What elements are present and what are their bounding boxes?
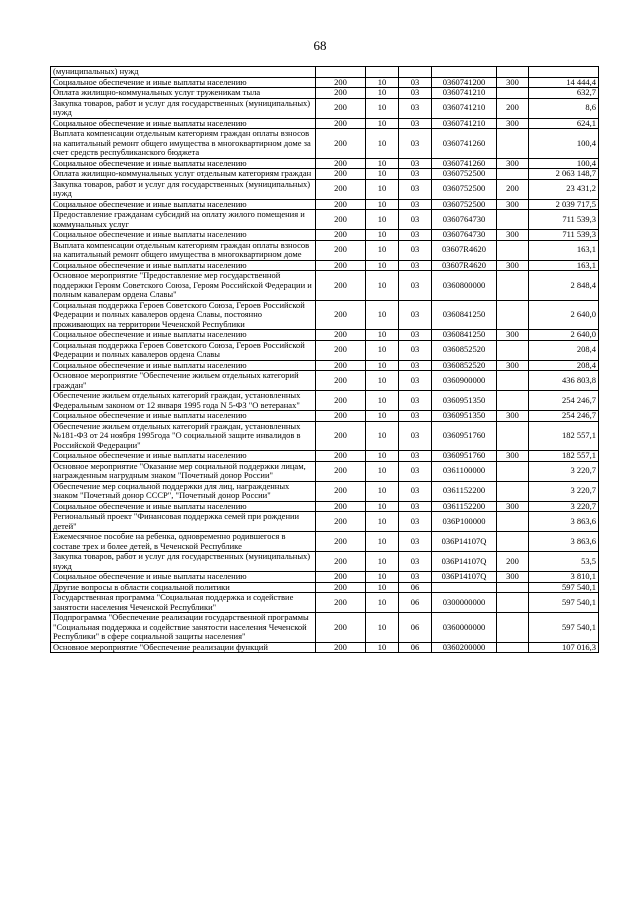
row-amount-cell: 2 063 148,7 [529, 169, 599, 180]
row-expense-type-cell [497, 67, 529, 78]
row-subsection-cell: 06 [399, 642, 432, 653]
table-row [51, 67, 599, 78]
row-section-cell: 10 [366, 360, 399, 371]
row-expense-type-cell: 200 [497, 179, 529, 199]
row-section-cell: 10 [366, 158, 399, 169]
table-row [51, 593, 599, 613]
row-subsection-cell: 03 [399, 129, 432, 159]
row-target-article-cell: 0360741210 [432, 88, 497, 99]
row-expense-type-cell: 200 [497, 98, 529, 118]
table-row [51, 271, 599, 301]
row-grbs-cell: 200 [316, 391, 366, 411]
row-subsection-cell: 03 [399, 88, 432, 99]
row-name-cell: Ежемесячное пособие на ребенка, одновременно родившегося в составе трех и более детей, в Чеченской Республике [51, 532, 316, 552]
budget-table-body [51, 67, 599, 653]
row-amount-cell: 632,7 [529, 88, 599, 99]
row-target-article-cell: 03607R4620 [432, 240, 497, 260]
table-row [51, 512, 599, 532]
row-section-cell: 10 [366, 210, 399, 230]
table-row [51, 98, 599, 118]
row-grbs-cell: 200 [316, 330, 366, 341]
row-grbs-cell: 200 [316, 501, 366, 512]
row-expense-type-cell: 300 [497, 360, 529, 371]
row-target-article-cell: 0360741260 [432, 129, 497, 159]
table-row [51, 240, 599, 260]
row-subsection-cell: 03 [399, 421, 432, 451]
row-section-cell: 10 [366, 230, 399, 241]
row-amount-cell: 597 540,1 [529, 593, 599, 613]
row-section-cell: 10 [366, 98, 399, 118]
row-grbs-cell: 200 [316, 300, 366, 330]
row-section-cell: 10 [366, 461, 399, 481]
row-section-cell: 10 [366, 642, 399, 653]
row-section-cell: 10 [366, 300, 399, 330]
row-expense-type-cell [497, 582, 529, 593]
row-name-cell: Социальное обеспечение и иные выплаты населению [51, 360, 316, 371]
row-grbs-cell: 200 [316, 240, 366, 260]
row-name-cell: Социальное обеспечение и иные выплаты населению [51, 572, 316, 583]
table-row [51, 158, 599, 169]
row-grbs-cell: 200 [316, 582, 366, 593]
row-expense-type-cell [497, 391, 529, 411]
row-name-cell: Государственная программа "Социальная поддержка и содействие занятости населения Чеченской Республики" [51, 593, 316, 613]
row-grbs-cell: 200 [316, 230, 366, 241]
row-amount-cell: 624,1 [529, 118, 599, 129]
row-subsection-cell: 03 [399, 411, 432, 422]
row-amount-cell: 3 863,6 [529, 532, 599, 552]
row-target-article-cell: 0360200000 [432, 642, 497, 653]
row-name-cell: Социальное обеспечение и иные выплаты населению [51, 158, 316, 169]
row-target-article-cell: 0361152200 [432, 481, 497, 501]
table-row [51, 451, 599, 462]
table-row [51, 391, 599, 411]
row-name-cell: Социальное обеспечение и иные выплаты населению [51, 260, 316, 271]
table-row [51, 461, 599, 481]
row-grbs-cell: 200 [316, 613, 366, 643]
row-grbs-cell: 200 [316, 461, 366, 481]
row-amount-cell: 2 640,0 [529, 300, 599, 330]
row-target-article-cell [432, 582, 497, 593]
table-row [51, 340, 599, 360]
row-amount-cell: 436 803,8 [529, 371, 599, 391]
table-row [51, 260, 599, 271]
table-row [51, 532, 599, 552]
row-amount-cell: 107 016,3 [529, 642, 599, 653]
row-name-cell: Выплата компенсации отдельным категориям граждан оплаты взносов на капитальный ремонт общего имущества в многоквартирном доме за счет средств республиканского бюджета [51, 129, 316, 159]
row-name-cell: Социальное обеспечение и иные выплаты населению [51, 77, 316, 88]
table-row [51, 642, 599, 653]
row-section-cell: 10 [366, 240, 399, 260]
table-row [51, 371, 599, 391]
row-section-cell: 10 [366, 613, 399, 643]
row-target-article-cell: 0361152200 [432, 501, 497, 512]
row-target-article-cell: 0360951350 [432, 391, 497, 411]
row-expense-type-cell: 300 [497, 572, 529, 583]
row-grbs-cell: 200 [316, 88, 366, 99]
row-expense-type-cell [497, 481, 529, 501]
row-amount-cell: 2 640,0 [529, 330, 599, 341]
row-name-cell: Социальное обеспечение и иные выплаты населению [51, 451, 316, 462]
row-expense-type-cell: 300 [497, 411, 529, 422]
row-expense-type-cell [497, 371, 529, 391]
row-section-cell: 10 [366, 572, 399, 583]
row-name-cell: (муниципальных) нужд [51, 67, 316, 78]
row-name-cell: Основное мероприятие "Обеспечение реализации функций [51, 642, 316, 653]
row-expense-type-cell: 300 [497, 260, 529, 271]
row-section-cell: 10 [366, 340, 399, 360]
row-section-cell: 10 [366, 199, 399, 210]
row-expense-type-cell [497, 512, 529, 532]
row-expense-type-cell [497, 129, 529, 159]
row-section-cell [366, 67, 399, 78]
table-row [51, 501, 599, 512]
row-subsection-cell: 03 [399, 512, 432, 532]
row-name-cell: Социальное обеспечение и иные выплаты населению [51, 199, 316, 210]
row-name-cell: Закупка товаров, работ и услуг для государственных (муниципальных) нужд [51, 98, 316, 118]
row-amount-cell: 2 848,4 [529, 271, 599, 301]
row-amount-cell: 163,1 [529, 240, 599, 260]
row-section-cell: 10 [366, 118, 399, 129]
table-row [51, 582, 599, 593]
row-amount-cell: 14 444,4 [529, 77, 599, 88]
row-grbs-cell: 200 [316, 421, 366, 451]
row-target-article-cell: 0360800000 [432, 271, 497, 301]
row-target-article-cell: 0300000000 [432, 593, 497, 613]
row-target-article-cell: 0360841250 [432, 300, 497, 330]
row-grbs-cell [316, 67, 366, 78]
row-grbs-cell: 200 [316, 129, 366, 159]
row-subsection-cell: 03 [399, 77, 432, 88]
row-grbs-cell: 200 [316, 642, 366, 653]
row-section-cell: 10 [366, 582, 399, 593]
row-subsection-cell: 03 [399, 391, 432, 411]
row-subsection-cell: 06 [399, 582, 432, 593]
row-section-cell: 10 [366, 391, 399, 411]
row-name-cell: Подпрограмма "Обеспечение реализации государственной программы "Социальная поддержка и содействие занятости населения Чеченской Республики" в сфере социальной защиты населения" [51, 613, 316, 643]
table-row [51, 118, 599, 129]
table-row [51, 129, 599, 159]
row-target-article-cell: 0360752500 [432, 179, 497, 199]
row-target-article-cell: 0360741200 [432, 77, 497, 88]
row-name-cell: Обеспечение жильем отдельных категорий граждан, установленных Федеральным законом от 12 января 1995 года N 5-ФЗ "О ветеранах" [51, 391, 316, 411]
row-expense-type-cell [497, 461, 529, 481]
row-target-article-cell: 0360764730 [432, 210, 497, 230]
row-target-article-cell: 0361100000 [432, 461, 497, 481]
row-subsection-cell: 03 [399, 572, 432, 583]
row-section-cell: 10 [366, 512, 399, 532]
row-amount-cell: 3 220,7 [529, 481, 599, 501]
row-name-cell: Другие вопросы в области социальной политики [51, 582, 316, 593]
row-expense-type-cell [497, 642, 529, 653]
table-row [51, 199, 599, 210]
row-name-cell: Социальное обеспечение и иные выплаты населению [51, 411, 316, 422]
row-grbs-cell: 200 [316, 411, 366, 422]
row-amount-cell: 182 557,1 [529, 421, 599, 451]
row-subsection-cell: 03 [399, 552, 432, 572]
row-name-cell: Обеспечение жильем отдельных категорий граждан, установленных №181-ФЗ от 24 ноября 1995года "О социальной защите инвалидов в Российской Федерации" [51, 421, 316, 451]
row-grbs-cell: 200 [316, 572, 366, 583]
row-name-cell: Социальная поддержка Героев Советского Союза, Героев Российской Федерации и полных кавалеров ордена Славы, постоянно проживающих на территории Чеченской Республики [51, 300, 316, 330]
table-row [51, 210, 599, 230]
row-subsection-cell: 03 [399, 300, 432, 330]
row-amount-cell: 182 557,1 [529, 451, 599, 462]
row-subsection-cell: 03 [399, 340, 432, 360]
row-expense-type-cell [497, 421, 529, 451]
row-target-article-cell: 036P14107Q [432, 552, 497, 572]
table-row [51, 88, 599, 99]
row-target-article-cell: 0360741260 [432, 158, 497, 169]
row-target-article-cell: 0360752500 [432, 199, 497, 210]
row-subsection-cell: 03 [399, 210, 432, 230]
row-target-article-cell: 0360951350 [432, 411, 497, 422]
row-amount-cell: 208,4 [529, 360, 599, 371]
row-grbs-cell: 200 [316, 593, 366, 613]
row-grbs-cell: 200 [316, 199, 366, 210]
row-target-article-cell: 0360000000 [432, 613, 497, 643]
row-subsection-cell: 03 [399, 260, 432, 271]
row-expense-type-cell: 300 [497, 158, 529, 169]
row-grbs-cell: 200 [316, 98, 366, 118]
row-subsection-cell: 03 [399, 230, 432, 241]
row-amount-cell: 3 810,1 [529, 572, 599, 583]
row-section-cell: 10 [366, 481, 399, 501]
row-subsection-cell: 03 [399, 532, 432, 552]
row-expense-type-cell [497, 88, 529, 99]
row-amount-cell: 208,4 [529, 340, 599, 360]
row-expense-type-cell: 300 [497, 330, 529, 341]
row-expense-type-cell [497, 613, 529, 643]
row-amount-cell: 100,4 [529, 129, 599, 159]
row-target-article-cell: 036P100000 [432, 512, 497, 532]
row-amount-cell: 711 539,3 [529, 230, 599, 241]
row-grbs-cell: 200 [316, 260, 366, 271]
table-row [51, 411, 599, 422]
table-row [51, 230, 599, 241]
row-amount-cell: 254 246,7 [529, 391, 599, 411]
row-expense-type-cell: 200 [497, 552, 529, 572]
row-expense-type-cell [497, 240, 529, 260]
row-grbs-cell: 200 [316, 512, 366, 532]
row-target-article-cell: 0360764730 [432, 230, 497, 241]
row-target-article-cell: 036P14107Q [432, 532, 497, 552]
row-grbs-cell: 200 [316, 481, 366, 501]
row-grbs-cell: 200 [316, 532, 366, 552]
row-amount-cell: 53,5 [529, 552, 599, 572]
row-name-cell: Основное мероприятие "Оказание мер социальной поддержки лицам, награжденным нагрудным знаком "Почетный донор России" [51, 461, 316, 481]
row-section-cell: 10 [366, 421, 399, 451]
row-section-cell: 10 [366, 260, 399, 271]
row-section-cell: 10 [366, 77, 399, 88]
row-grbs-cell: 200 [316, 169, 366, 180]
row-grbs-cell: 200 [316, 451, 366, 462]
row-target-article-cell: 0360951760 [432, 421, 497, 451]
row-expense-type-cell [497, 169, 529, 180]
row-target-article-cell: 0360900000 [432, 371, 497, 391]
row-amount-cell: 2 039 717,5 [529, 199, 599, 210]
table-row [51, 481, 599, 501]
row-name-cell: Социальное обеспечение и иные выплаты населению [51, 230, 316, 241]
row-subsection-cell: 03 [399, 179, 432, 199]
row-section-cell: 10 [366, 330, 399, 341]
row-expense-type-cell: 300 [497, 230, 529, 241]
row-amount-cell: 100,4 [529, 158, 599, 169]
row-grbs-cell: 200 [316, 371, 366, 391]
row-expense-type-cell: 300 [497, 501, 529, 512]
row-subsection-cell: 03 [399, 98, 432, 118]
row-subsection-cell: 03 [399, 240, 432, 260]
row-amount-cell: 8,6 [529, 98, 599, 118]
row-amount-cell: 597 540,1 [529, 613, 599, 643]
row-subsection-cell: 03 [399, 371, 432, 391]
row-name-cell: Выплата компенсации отдельным категориям граждан оплаты взносов на капитальный ремонт общего имущества в многоквартирном доме [51, 240, 316, 260]
table-row [51, 552, 599, 572]
row-subsection-cell: 06 [399, 593, 432, 613]
row-section-cell: 10 [366, 129, 399, 159]
row-amount-cell [529, 67, 599, 78]
row-subsection-cell: 03 [399, 118, 432, 129]
row-grbs-cell: 200 [316, 360, 366, 371]
row-target-article-cell: 0360852520 [432, 360, 497, 371]
row-section-cell: 10 [366, 532, 399, 552]
row-grbs-cell: 200 [316, 77, 366, 88]
row-amount-cell: 23 431,2 [529, 179, 599, 199]
row-amount-cell: 3 220,7 [529, 461, 599, 481]
row-subsection-cell: 03 [399, 271, 432, 301]
row-name-cell: Закупка товаров, работ и услуг для государственных (муниципальных) нужд [51, 179, 316, 199]
row-section-cell: 10 [366, 371, 399, 391]
page-number: 68 [313, 38, 327, 53]
row-name-cell: Предоставление гражданам субсидий на оплату жилого помещения и коммунальных услуг [51, 210, 316, 230]
row-target-article-cell: 0360841250 [432, 330, 497, 341]
row-subsection-cell: 03 [399, 169, 432, 180]
table-row [51, 613, 599, 643]
row-grbs-cell: 200 [316, 552, 366, 572]
row-amount-cell: 597 540,1 [529, 582, 599, 593]
budget-table [50, 66, 599, 653]
row-section-cell: 10 [366, 501, 399, 512]
table-row [51, 169, 599, 180]
row-expense-type-cell [497, 210, 529, 230]
row-expense-type-cell: 300 [497, 118, 529, 129]
row-subsection-cell: 03 [399, 481, 432, 501]
row-grbs-cell: 200 [316, 118, 366, 129]
row-section-cell: 10 [366, 179, 399, 199]
row-expense-type-cell: 300 [497, 199, 529, 210]
row-name-cell: Основное мероприятие "Обеспечение жильем отдельных категорий граждан" [51, 371, 316, 391]
table-row [51, 179, 599, 199]
row-expense-type-cell [497, 300, 529, 330]
row-subsection-cell: 03 [399, 461, 432, 481]
row-name-cell: Закупка товаров, работ и услуг для государственных (муниципальных) нужд [51, 552, 316, 572]
row-amount-cell: 3 220,7 [529, 501, 599, 512]
row-expense-type-cell: 300 [497, 451, 529, 462]
row-subsection-cell: 03 [399, 330, 432, 341]
row-amount-cell: 3 863,6 [529, 512, 599, 532]
table-row [51, 330, 599, 341]
row-expense-type-cell [497, 271, 529, 301]
row-section-cell: 10 [366, 88, 399, 99]
row-target-article-cell: 036P14107Q [432, 572, 497, 583]
row-section-cell: 10 [366, 169, 399, 180]
row-grbs-cell: 200 [316, 158, 366, 169]
row-amount-cell: 254 246,7 [529, 411, 599, 422]
row-name-cell: Социальное обеспечение и иные выплаты населению [51, 501, 316, 512]
table-row [51, 360, 599, 371]
row-expense-type-cell [497, 532, 529, 552]
row-target-article-cell: 03607R4620 [432, 260, 497, 271]
row-amount-cell: 711 539,3 [529, 210, 599, 230]
row-name-cell: Региональный проект "Финансовая поддержка семей при рождении детей" [51, 512, 316, 532]
row-name-cell: Социальная поддержка Героев Советского Союза, Героев Российской Федерации и полных кавалеров ордена Славы [51, 340, 316, 360]
row-expense-type-cell: 300 [497, 77, 529, 88]
row-target-article-cell: 0360951760 [432, 451, 497, 462]
row-name-cell: Оплата жилищно-коммунальных услуг труженикам тыла [51, 88, 316, 99]
row-subsection-cell: 03 [399, 451, 432, 462]
row-grbs-cell: 200 [316, 271, 366, 301]
row-name-cell: Оплата жилищно-коммунальных услуг отдельным категориям граждан [51, 169, 316, 180]
row-subsection-cell: 03 [399, 501, 432, 512]
row-target-article-cell: 0360741210 [432, 118, 497, 129]
row-expense-type-cell [497, 593, 529, 613]
table-row [51, 300, 599, 330]
row-target-article-cell: 0360752500 [432, 169, 497, 180]
row-section-cell: 10 [366, 593, 399, 613]
table-row [51, 572, 599, 583]
row-subsection-cell: 03 [399, 158, 432, 169]
row-subsection-cell: 03 [399, 360, 432, 371]
row-name-cell: Социальное обеспечение и иные выплаты населению [51, 118, 316, 129]
row-target-article-cell [432, 67, 497, 78]
row-target-article-cell: 0360741210 [432, 98, 497, 118]
row-amount-cell: 163,1 [529, 260, 599, 271]
table-row [51, 77, 599, 88]
row-section-cell: 10 [366, 451, 399, 462]
row-name-cell: Социальное обеспечение и иные выплаты населению [51, 330, 316, 341]
table-row [51, 421, 599, 451]
row-subsection-cell [399, 67, 432, 78]
row-section-cell: 10 [366, 552, 399, 572]
row-expense-type-cell [497, 340, 529, 360]
row-target-article-cell: 0360852520 [432, 340, 497, 360]
row-grbs-cell: 200 [316, 179, 366, 199]
row-name-cell: Основное мероприятие "Предоставление мер государственной поддержки Героям Советского Союза, Героям Российской Федерации и полным кавалерам ордена Славы" [51, 271, 316, 301]
row-name-cell: Обеспечение мер социальной поддержки для лиц, награжденных знаком "Почетный донор СССР", "Почетный донор России" [51, 481, 316, 501]
row-subsection-cell: 06 [399, 613, 432, 643]
row-subsection-cell: 03 [399, 199, 432, 210]
row-grbs-cell: 200 [316, 210, 366, 230]
row-section-cell: 10 [366, 411, 399, 422]
row-grbs-cell: 200 [316, 340, 366, 360]
row-section-cell: 10 [366, 271, 399, 301]
